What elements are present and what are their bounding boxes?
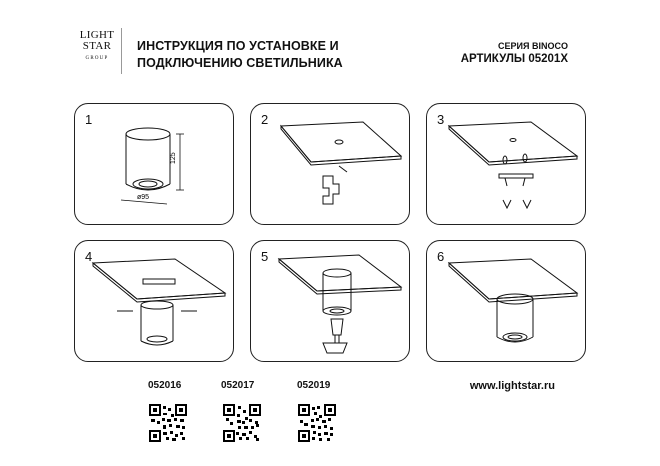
step-number: 3 <box>437 112 445 127</box>
step-panel-6 <box>426 240 586 362</box>
step-number: 6 <box>437 249 445 264</box>
dim-height-label: 125 <box>170 152 177 164</box>
step-number: 2 <box>261 112 269 127</box>
qr-code <box>223 404 261 442</box>
step-panel-4 <box>74 240 234 362</box>
title-line-2: ПОДКЛЮЧЕНИЮ СВЕТИЛЬНИКА <box>137 56 343 70</box>
logo-divider <box>121 28 122 74</box>
step-3-illustration <box>427 104 585 224</box>
brand-logo <box>78 30 116 72</box>
logo-word-group: GROUP <box>85 56 109 61</box>
step-number: 1 <box>85 112 93 127</box>
product-code: 052016 <box>148 380 182 391</box>
step-number: 5 <box>261 249 269 264</box>
series-label: СЕРИЯ BINOCO <box>498 41 568 51</box>
step-panel-3 <box>426 103 586 225</box>
qr-code <box>149 404 187 442</box>
step-5-illustration <box>251 241 409 361</box>
logo-word-star: STAR <box>82 40 112 52</box>
website-link[interactable]: www.lightstar.ru <box>469 380 555 392</box>
step-number: 4 <box>85 249 93 264</box>
articles-label: АРТИКУЛЫ 05201X <box>460 53 568 65</box>
step-2-illustration <box>251 104 409 224</box>
dim-diameter-label: ø95 <box>137 194 150 201</box>
qr-code <box>298 404 336 442</box>
product-code: 052017 <box>221 380 255 391</box>
document-title <box>137 38 343 72</box>
step-panel-1 <box>74 103 234 225</box>
logo-word-light: LIGHT <box>79 29 115 41</box>
step-panel-5 <box>250 240 410 362</box>
step-6-illustration <box>427 241 585 361</box>
product-code: 052019 <box>297 380 331 391</box>
step-panel-2 <box>250 103 410 225</box>
step-4-illustration <box>75 241 233 361</box>
title-line-1: ИНСТРУКЦИЯ ПО УСТАНОВКЕ И <box>137 39 339 53</box>
step-1-illustration <box>75 104 233 224</box>
